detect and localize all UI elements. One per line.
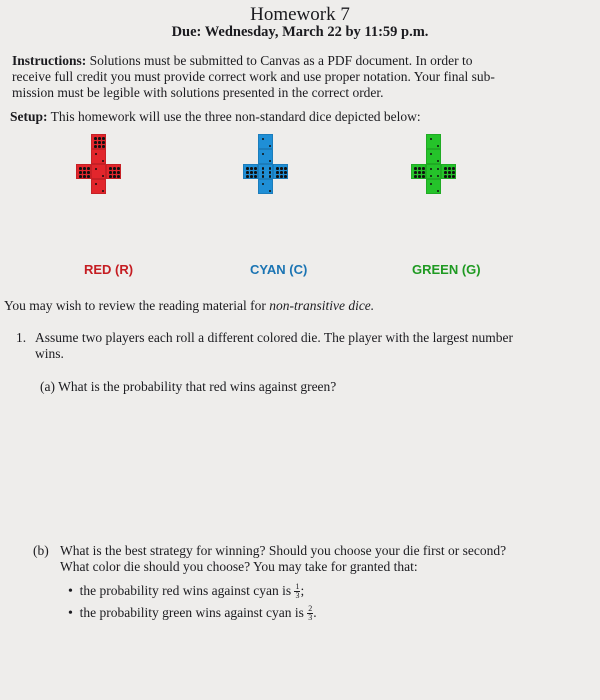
- question-1-line2: wins.: [35, 346, 64, 361]
- die-pip: [444, 167, 447, 170]
- die-pip: [87, 167, 90, 170]
- die-pip: [262, 167, 265, 170]
- die-pip: [262, 171, 265, 174]
- die-pip: [117, 167, 120, 170]
- die-pip: [280, 171, 283, 174]
- die-pip: [102, 190, 105, 193]
- page-title: Homework 7: [250, 4, 350, 25]
- bullet-2-numerator: 2: [308, 604, 313, 614]
- die-pip: [437, 160, 440, 163]
- setup-text: This homework will use the three non-standard dice depicted below:: [50, 109, 421, 124]
- die-pip: [284, 167, 287, 170]
- die-pip: [113, 171, 116, 174]
- die-face: [243, 164, 258, 179]
- bullet-1: [68, 583, 304, 600]
- bullet-2-end: .: [313, 605, 317, 620]
- die-pip: [437, 190, 440, 193]
- die-pip: [269, 190, 272, 193]
- die-pip: [98, 145, 101, 148]
- bullet-1-denominator: 3: [295, 591, 300, 601]
- die-pip: [284, 171, 287, 174]
- die-pip: [430, 168, 433, 171]
- die-face: [273, 164, 288, 179]
- die-face: [411, 164, 426, 179]
- review-text: You may wish to review the reading material for: [4, 298, 266, 313]
- question-1b-line1: What is the best strategy for winning? Should you choose your die first or second?: [60, 543, 507, 558]
- die-pip: [276, 175, 279, 178]
- setup-label: Setup:: [10, 109, 48, 124]
- die-pip: [95, 168, 98, 171]
- die-face: [258, 164, 273, 179]
- die-pip: [102, 175, 105, 178]
- question-1-text: [35, 330, 595, 362]
- question-1-line1: Assume two players each roll a different colored die. The player with the largest number: [35, 330, 513, 345]
- die-pip: [79, 167, 82, 170]
- die-pip: [250, 167, 253, 170]
- review-note: [4, 298, 374, 314]
- die-face: [76, 164, 91, 179]
- die-face: [258, 134, 273, 149]
- die-face: [441, 164, 456, 179]
- die-pip: [95, 153, 98, 156]
- bullet-1-numerator: 1: [295, 582, 300, 592]
- die-face: [91, 164, 106, 179]
- die-pip: [83, 175, 86, 178]
- die-pip: [254, 167, 257, 170]
- die-pip: [437, 175, 440, 178]
- die-pip: [280, 167, 283, 170]
- die-pip: [109, 167, 112, 170]
- die-pip: [276, 171, 279, 174]
- green-die-label: GREEN (G): [412, 262, 481, 277]
- die-pip: [94, 137, 97, 140]
- die-pip: [269, 175, 272, 178]
- die-pip: [246, 167, 249, 170]
- die-pip: [269, 167, 272, 170]
- die-pip: [102, 160, 105, 163]
- question-1b-label: (b): [33, 543, 49, 558]
- die-face: [106, 164, 121, 179]
- die-pip: [452, 171, 455, 174]
- die-pip: [113, 167, 116, 170]
- bullet-1-end: ;: [300, 583, 305, 598]
- die-face: [91, 179, 106, 194]
- die-pip: [262, 153, 265, 156]
- die-pip: [437, 168, 440, 171]
- question-1a: [40, 379, 336, 395]
- die-pip: [254, 171, 257, 174]
- die-pip: [414, 175, 417, 178]
- die-pip: [102, 137, 105, 140]
- die-pip: [117, 171, 120, 174]
- die-pip: [109, 175, 112, 178]
- die-pip: [444, 171, 447, 174]
- die-pip: [430, 138, 433, 141]
- die-pip: [284, 175, 287, 178]
- die-pip: [269, 160, 272, 163]
- die-pip: [95, 183, 98, 186]
- die-pip: [414, 167, 417, 170]
- die-pip: [79, 171, 82, 174]
- instructions-line1: Solutions must be submitted to Canvas as a PDF document. In order to: [89, 53, 473, 68]
- bullet-1-text: the probability red wins against cyan is: [79, 583, 292, 598]
- die-pip: [262, 175, 265, 178]
- die-pip: [83, 167, 86, 170]
- die-pip: [87, 171, 90, 174]
- question-1b-text: [60, 543, 596, 575]
- die-pip: [280, 175, 283, 178]
- die-face: [426, 179, 441, 194]
- die-pip: [444, 175, 447, 178]
- die-pip: [246, 175, 249, 178]
- die-pip: [269, 145, 272, 148]
- die-pip: [79, 175, 82, 178]
- die-pip: [98, 141, 101, 144]
- die-pip: [102, 145, 105, 148]
- bullet-1-icon: •: [68, 584, 73, 599]
- die-pip: [254, 175, 257, 178]
- instructions-label: Instructions:: [12, 53, 87, 68]
- die-pip: [113, 175, 116, 178]
- die-pip: [448, 171, 451, 174]
- die-pip: [418, 175, 421, 178]
- die-pip: [430, 183, 433, 186]
- die-pip: [437, 145, 440, 148]
- die-pip: [414, 171, 417, 174]
- die-pip: [269, 171, 272, 174]
- die-pip: [418, 167, 421, 170]
- question-1b-line2: What color die should you choose? You may take for granted that:: [60, 559, 418, 574]
- die-pip: [83, 171, 86, 174]
- instructions-line2: receive full credit you must provide correct work and use proper notation. Your final sub-: [12, 69, 495, 84]
- die-pip: [422, 175, 425, 178]
- due-date: Due: Wednesday, March 22 by 11:59 p.m.: [171, 24, 429, 40]
- die-pip: [448, 175, 451, 178]
- die-pip: [94, 145, 97, 148]
- die-face: [426, 164, 441, 179]
- instructions: [12, 53, 592, 101]
- die-pip: [250, 171, 253, 174]
- die-pip: [262, 183, 265, 186]
- die-pip: [452, 167, 455, 170]
- die-pip: [102, 141, 105, 144]
- die-face: [426, 149, 441, 164]
- die-pip: [418, 171, 421, 174]
- die-pip: [430, 175, 433, 178]
- die-face: [91, 149, 106, 164]
- die-pip: [262, 138, 265, 141]
- question-1a-text: What is the probability that red wins against green?: [58, 379, 337, 394]
- die-pip: [246, 171, 249, 174]
- bullet-2: [68, 605, 317, 622]
- die-face: [426, 134, 441, 149]
- die-pip: [117, 175, 120, 178]
- die-pip: [94, 141, 97, 144]
- die-pip: [98, 137, 101, 140]
- cyan-die-label: CYAN (C): [250, 262, 308, 277]
- question-1a-label: (a): [40, 379, 55, 394]
- review-emphasis: non-transitive dice.: [269, 298, 375, 313]
- die-pip: [422, 171, 425, 174]
- die-pip: [87, 175, 90, 178]
- die-face: [91, 134, 106, 149]
- question-1-number: 1.: [16, 330, 27, 345]
- die-pip: [109, 171, 112, 174]
- red-die-label: RED (R): [84, 262, 134, 277]
- die-pip: [276, 167, 279, 170]
- die-pip: [250, 175, 253, 178]
- bullet-2-denominator: 3: [308, 613, 313, 623]
- die-pip: [448, 167, 451, 170]
- bullet-2-icon: •: [68, 606, 73, 621]
- die-face: [258, 149, 273, 164]
- die-pip: [430, 153, 433, 156]
- die-pip: [422, 167, 425, 170]
- die-face: [258, 179, 273, 194]
- setup: [10, 109, 421, 125]
- bullet-2-text: the probability green wins against cyan is: [79, 605, 304, 620]
- instructions-line3: mission must be legible with solutions presented in the correct order.: [12, 85, 384, 100]
- die-pip: [452, 175, 455, 178]
